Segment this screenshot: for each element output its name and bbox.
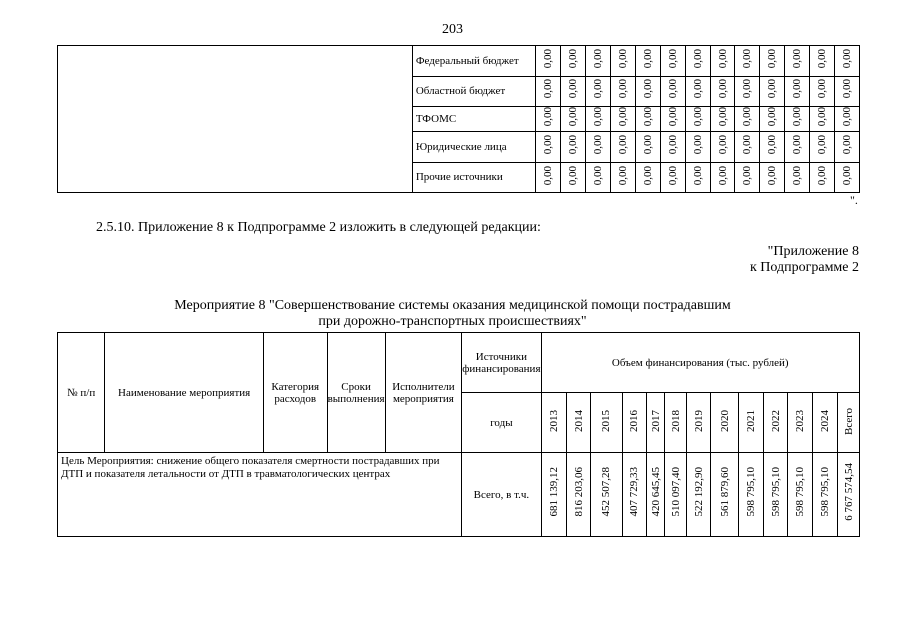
value-text: 0,00	[841, 79, 854, 99]
goal-value: 452 507,28	[600, 467, 613, 517]
value-cell	[810, 163, 835, 193]
value-cell	[660, 163, 685, 193]
goal-value: 510 097,40	[669, 467, 682, 517]
year-label: 2015	[600, 410, 613, 432]
value-text: 0,00	[841, 48, 854, 69]
value-cell	[785, 77, 810, 107]
value-text: 0,00	[841, 165, 854, 185]
value-cell	[561, 107, 586, 132]
value-cell	[735, 163, 760, 193]
value-text: 0,00	[542, 48, 555, 69]
value-cell	[785, 163, 810, 193]
value-text: 0,00	[841, 107, 854, 127]
paragraph-text: 2.5.10. Приложение 8 к Подпрограмме 2 изложить в следующей редакции:	[96, 220, 541, 235]
goal-value: 598 795,10	[794, 467, 807, 517]
value-cell	[611, 46, 636, 77]
value-cell	[635, 107, 660, 132]
title-line-2: при дорожно-транспортных происшествиях"	[318, 314, 587, 329]
year-label: 2013	[547, 410, 560, 432]
value-cell	[536, 132, 561, 163]
value-cell	[735, 77, 760, 107]
value-cell	[835, 163, 860, 193]
value-text: 0,00	[791, 107, 804, 127]
value-cell	[635, 163, 660, 193]
goal-value-cell	[567, 453, 591, 537]
value-text: 0,00	[641, 79, 654, 99]
goal-source: Всего, в т.ч.	[462, 453, 541, 537]
header-executors: Исполнители мероприятия	[385, 333, 462, 453]
value-cell	[685, 77, 710, 107]
value-text: 0,00	[616, 107, 629, 127]
source-label: Прочие источники	[412, 163, 536, 193]
goal-value: 598 795,10	[744, 467, 757, 517]
value-text: 0,00	[592, 107, 605, 127]
value-cell	[611, 163, 636, 193]
value-cell	[536, 107, 561, 132]
value-text: 0,00	[567, 48, 580, 69]
year-header	[687, 393, 711, 453]
appendix-line-2: к Подпрограмме 2	[749, 260, 859, 275]
value-text: 0,00	[542, 135, 555, 155]
goal-value: 681 139,12	[547, 467, 560, 517]
value-text: 0,00	[716, 165, 729, 185]
value-text: 0,00	[641, 165, 654, 185]
value-text: 0,00	[592, 165, 605, 185]
appendix-line-1: "Приложение 8	[767, 244, 859, 259]
value-cell	[710, 163, 735, 193]
goal-value-cell	[763, 453, 788, 537]
value-cell	[586, 46, 611, 77]
header-num: № п/п	[58, 333, 105, 453]
value-text: 0,00	[791, 79, 804, 99]
appendix-heading	[750, 244, 859, 276]
value-text: 0,00	[716, 48, 729, 69]
value-cell	[536, 46, 561, 77]
value-text: 0,00	[766, 165, 779, 185]
value-text: 0,00	[791, 135, 804, 155]
value-text: 0,00	[716, 79, 729, 99]
goal-value: 522 192,90	[692, 467, 705, 517]
goal-value-cell	[813, 453, 838, 537]
value-cell	[685, 46, 710, 77]
value-cell	[710, 77, 735, 107]
year-label: 2014	[572, 410, 585, 432]
value-cell	[760, 107, 785, 132]
year-header	[738, 393, 763, 453]
goal-value-cell	[591, 453, 623, 537]
goal-value: 598 795,10	[819, 467, 832, 517]
year-header	[711, 393, 739, 453]
value-text: 0,00	[641, 48, 654, 69]
goal-value-cell	[646, 453, 665, 537]
value-cell	[760, 77, 785, 107]
value-text: 0,00	[816, 107, 829, 127]
value-text: 0,00	[641, 107, 654, 127]
value-text: 0,00	[816, 135, 829, 155]
value-text: 0,00	[567, 135, 580, 155]
value-text: 0,00	[716, 135, 729, 155]
header-sources: Источники финансирования	[462, 333, 541, 393]
value-cell	[561, 46, 586, 77]
value-text: 0,00	[716, 107, 729, 127]
year-header	[567, 393, 591, 453]
value-text: 0,00	[766, 48, 779, 69]
value-text: 0,00	[592, 79, 605, 99]
header-category: Категория расходов	[263, 333, 327, 453]
value-text: 0,00	[567, 165, 580, 185]
year-header	[541, 393, 567, 453]
value-cell	[835, 46, 860, 77]
value-text: 0,00	[741, 79, 754, 99]
year-label: 2023	[794, 410, 807, 432]
source-label: ТФОМС	[412, 107, 536, 132]
value-cell	[660, 107, 685, 132]
measure-financing-table	[57, 332, 860, 537]
value-text: 0,00	[816, 48, 829, 69]
value-cell	[635, 132, 660, 163]
header-name: Наименование мероприятия	[105, 333, 263, 453]
value-cell	[810, 132, 835, 163]
goal-value: 561 879,60	[718, 467, 731, 517]
goal-value-cell	[738, 453, 763, 537]
year-label: 2016	[628, 410, 641, 432]
value-text: 0,00	[691, 107, 704, 127]
value-cell	[586, 132, 611, 163]
value-cell	[685, 163, 710, 193]
year-header	[665, 393, 687, 453]
value-cell	[660, 46, 685, 77]
value-text: 0,00	[592, 48, 605, 69]
value-text: 0,00	[616, 48, 629, 69]
value-cell	[710, 46, 735, 77]
value-cell	[660, 132, 685, 163]
value-text: 0,00	[592, 135, 605, 155]
value-text: 0,00	[766, 79, 779, 99]
goal-value-cell	[665, 453, 687, 537]
value-cell	[561, 163, 586, 193]
year-label: 2018	[669, 410, 682, 432]
value-text: 0,00	[616, 165, 629, 185]
source-label: Областной бюджет	[412, 77, 536, 107]
value-cell	[785, 107, 810, 132]
blank-cell	[58, 46, 413, 193]
goal-value-cell	[838, 453, 860, 537]
goal-value: 598 795,10	[769, 467, 782, 517]
goal-value-cell	[687, 453, 711, 537]
title-line-1: Мероприятие 8 "Совершенствование системы оказания медицинской помощи пострадавшим	[174, 298, 731, 313]
goal-value-cell	[622, 453, 646, 537]
value-cell	[561, 77, 586, 107]
value-cell	[785, 132, 810, 163]
header-terms: Сроки выполнения	[327, 333, 385, 453]
value-cell	[586, 107, 611, 132]
value-text: 0,00	[816, 79, 829, 99]
value-cell	[735, 107, 760, 132]
value-cell	[735, 132, 760, 163]
value-cell	[835, 132, 860, 163]
value-cell	[586, 77, 611, 107]
goal-value: 816 203,06	[572, 467, 585, 517]
value-text: 0,00	[616, 135, 629, 155]
value-text: 0,00	[691, 48, 704, 69]
value-text: 0,00	[567, 79, 580, 99]
source-label: Федеральный бюджет	[412, 46, 536, 77]
value-text: 0,00	[666, 48, 679, 69]
value-text: 0,00	[741, 165, 754, 185]
value-cell	[735, 46, 760, 77]
value-text: 0,00	[741, 135, 754, 155]
value-cell	[760, 163, 785, 193]
value-cell	[710, 132, 735, 163]
value-text: 0,00	[691, 135, 704, 155]
value-cell	[710, 107, 735, 132]
value-cell	[635, 77, 660, 107]
value-text: 0,00	[542, 165, 555, 185]
goal-text: Цель Мероприятия: снижение общего показателя смертности пострадавших при ДТП и показателя летальности от ДТП в травматологических центрах	[58, 453, 462, 537]
goal-value-cell	[788, 453, 813, 537]
value-text: 0,00	[641, 135, 654, 155]
source-label: Юридические лица	[412, 132, 536, 163]
value-text: 0,00	[542, 79, 555, 99]
goal-value: 407 729,33	[628, 467, 641, 517]
page-number: 203	[442, 22, 463, 37]
year-header	[788, 393, 813, 453]
value-cell	[785, 46, 810, 77]
year-label: 2021	[744, 410, 757, 432]
year-header	[622, 393, 646, 453]
header-volume: Объем финансирования (тыс. рублей)	[541, 333, 860, 393]
value-text: 0,00	[766, 107, 779, 127]
header-years-label: годы	[462, 393, 541, 453]
value-cell	[536, 77, 561, 107]
value-cell	[810, 77, 835, 107]
value-cell	[685, 132, 710, 163]
year-header	[763, 393, 788, 453]
value-cell	[561, 132, 586, 163]
value-cell	[536, 163, 561, 193]
year-header	[591, 393, 623, 453]
value-text: 0,00	[816, 165, 829, 185]
value-text: 0,00	[841, 135, 854, 155]
closing-quote: ".	[850, 193, 858, 207]
value-text: 0,00	[691, 165, 704, 185]
value-text: 0,00	[791, 165, 804, 185]
value-text: 0,00	[666, 135, 679, 155]
year-label: 2019	[692, 410, 705, 432]
value-text: 0,00	[666, 107, 679, 127]
year-header	[838, 393, 860, 453]
value-cell	[611, 132, 636, 163]
goal-value-cell	[711, 453, 739, 537]
value-text: 0,00	[666, 79, 679, 99]
value-text: 0,00	[766, 135, 779, 155]
top-table-row	[58, 46, 860, 77]
goal-value: 6 767 574,54	[842, 463, 855, 521]
year-label: 2024	[819, 410, 832, 432]
value-text: 0,00	[666, 165, 679, 185]
value-cell	[760, 46, 785, 77]
value-cell	[810, 107, 835, 132]
value-cell	[685, 107, 710, 132]
top-financing-table	[57, 45, 860, 193]
year-header	[813, 393, 838, 453]
value-cell	[586, 163, 611, 193]
value-text: 0,00	[741, 48, 754, 69]
goal-value-cell	[541, 453, 567, 537]
value-text: 0,00	[791, 48, 804, 69]
measure-title	[0, 298, 905, 330]
year-label: 2017	[649, 410, 662, 432]
value-text: 0,00	[741, 107, 754, 127]
year-header	[646, 393, 665, 453]
year-label: Всего	[842, 407, 855, 435]
value-cell	[760, 132, 785, 163]
value-text: 0,00	[542, 107, 555, 127]
value-text: 0,00	[616, 79, 629, 99]
value-text: 0,00	[567, 107, 580, 127]
value-cell	[810, 46, 835, 77]
value-text: 0,00	[691, 79, 704, 99]
year-label: 2022	[769, 410, 782, 432]
value-cell	[660, 77, 685, 107]
value-cell	[835, 77, 860, 107]
value-cell	[835, 107, 860, 132]
value-cell	[611, 107, 636, 132]
value-cell	[635, 46, 660, 77]
year-label: 2020	[718, 410, 731, 432]
goal-value: 420 645,45	[649, 467, 662, 517]
value-cell	[611, 77, 636, 107]
